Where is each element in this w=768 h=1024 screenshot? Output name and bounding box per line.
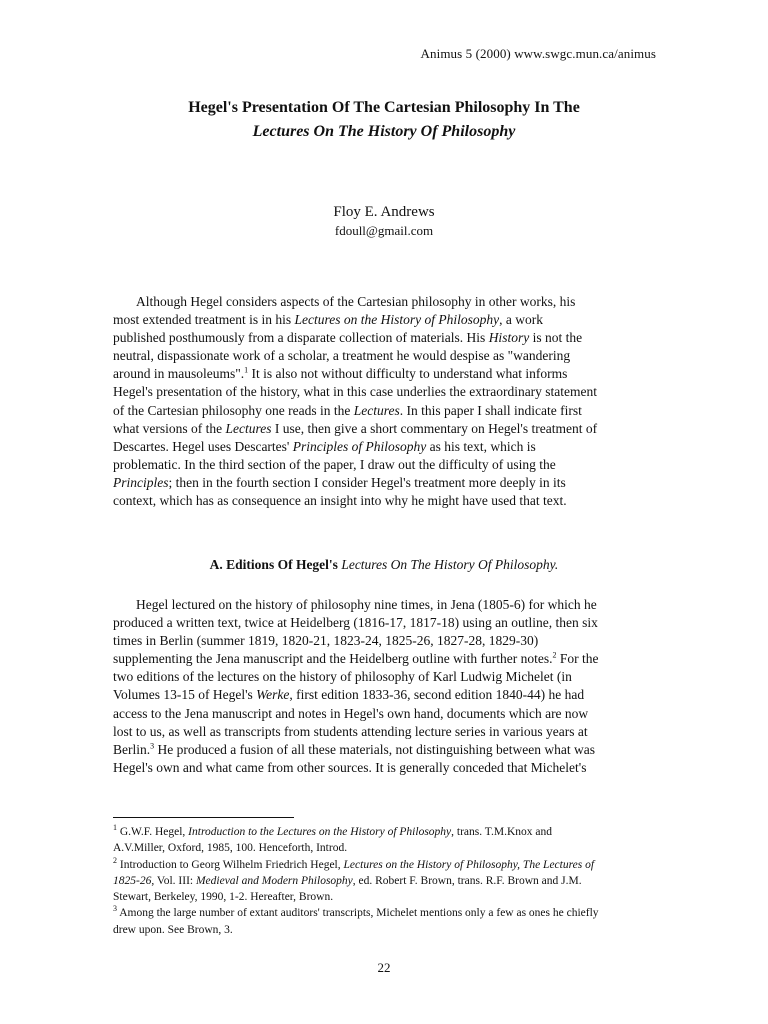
text-run: as his text, which is [426, 438, 536, 454]
section-a-paragraph [113, 596, 661, 777]
text-run: , Vol. III: [151, 874, 196, 887]
italic-text: Principles [113, 474, 169, 490]
footnote-marker: 1 [113, 823, 117, 833]
running-header: Animus 5 (2000) www.swgc.mun.ca/animus [420, 46, 656, 61]
footnote-line [113, 873, 661, 889]
title-line-1: Hegel's Presentation Of The Cartesian Philosophy In The [188, 99, 580, 116]
text-run: Among the large number of extant auditors' transcripts, Michelet mentions only a few as ones he chiefly [117, 907, 599, 920]
text-run: most extended treatment is in his [113, 312, 295, 328]
text-run: Berlin. [113, 741, 151, 757]
italic-text: Medieval and Modern Philosophy [195, 874, 353, 887]
footnote-2 [113, 857, 661, 906]
footnote-1 [113, 824, 661, 857]
footnote-marker: 2 [113, 855, 117, 865]
text-line [113, 632, 661, 650]
text-run: . In this paper I shall indicate first [399, 402, 582, 418]
italic-text: Lectures on the History of Philosophy [294, 312, 500, 328]
text-run: problematic. In the third section of the paper, I draw out the difficulty of using the [113, 456, 556, 472]
text-run: ; then in the fourth section I consider Hegel's treatment more deeply in its [168, 474, 566, 490]
footnote-line [113, 857, 661, 873]
footnote-marker: 3 [113, 904, 117, 914]
text-line [113, 668, 661, 686]
page-number: 22 [377, 960, 391, 975]
text-run: is not the [529, 330, 583, 346]
text-run: Descartes. Hegel uses Descartes' [113, 438, 293, 454]
text-line [113, 293, 661, 311]
text-line [113, 492, 661, 510]
text-run: I use, then give a short commentary on Hegel's treatment of [271, 420, 598, 436]
italic-text: Werke [256, 687, 290, 703]
intro-paragraph [113, 293, 661, 510]
text-line [113, 686, 661, 704]
author-name: Floy E. Andrews [333, 204, 435, 220]
text-run: drew upon. See Brown, 3. [113, 923, 233, 936]
text-run: , trans. T.M.Knox and [451, 826, 552, 838]
italic-text: Lectures on the History of Philosophy, The Lectures of [343, 858, 595, 871]
text-line [113, 420, 661, 438]
text-run: published posthumously from a disparate collection of materials. His [113, 330, 489, 346]
italic-text: Introduction to the Lectures on the History of Philosophy [188, 826, 452, 838]
text-run: Although Hegel considers aspects of the Cartesian philosophy in other works, his [136, 294, 576, 309]
text-run: , ed. Robert F. Brown, trans. R.F. Brown and J.M. [352, 874, 582, 887]
footnote-3 [113, 905, 661, 938]
text-run: , first edition 1833-36, second edition 1840-44) he had [289, 687, 585, 703]
section-heading-bold: A. Editions Of Hegel's [209, 557, 338, 572]
text-run: Hegel lectured on the history of philosophy nine times, in Jena (1805-6) for which he [136, 597, 597, 612]
text-line [113, 311, 661, 329]
text-run: neutral, dispassionate work of a scholar, a treatment he would despise as "wandering [113, 348, 571, 364]
footnote-marker: 3 [150, 741, 155, 751]
text-run: A.V.Miller, Oxford, 1985, 100. Henceforth, Introd. [113, 842, 348, 855]
text-line [113, 383, 661, 401]
text-line [113, 365, 661, 383]
text-run: access to the Jena manuscript and notes in Hegel's own hand, documents which are now [113, 705, 589, 721]
text-line [113, 596, 661, 614]
italic-text: Principles of Philosophy [292, 438, 427, 454]
text-run: lost to us, as well as transcripts from students attending lecture series in various years at [113, 723, 588, 739]
footnotes [113, 824, 661, 938]
text-run: Hegel's own and what came from other sources. It is generally conceded that Michelet's [113, 759, 587, 775]
text-run: two editions of the lectures on the history of philosophy of Karl Ludwig Michelet (in [113, 669, 572, 685]
text-run: produced a written text, twice at Heidelberg (1816-17, 1817-18) using an outline, then six [113, 615, 598, 631]
footnote-line [113, 905, 661, 921]
footnote-line [113, 922, 661, 938]
text-line [113, 741, 661, 759]
italic-text: Lectures [353, 402, 400, 418]
text-run: around in mausoleums". [113, 366, 245, 382]
footnote-separator [113, 817, 294, 818]
text-line [113, 705, 661, 723]
text-line [113, 347, 661, 365]
author-email: fdoull@gmail.com [334, 223, 434, 238]
footnote-marker: 1 [244, 365, 249, 375]
text-line [113, 474, 661, 492]
text-run: Stewart, Berkeley, 1990, 1-2. Hereafter, Brown. [113, 891, 334, 904]
text-run: , a work [499, 312, 543, 328]
italic-text: History [488, 330, 530, 346]
text-run: It is also not without difficulty to understand what informs [248, 366, 568, 382]
text-run: of the Cartesian philosophy one reads in the [113, 402, 354, 418]
footnote-line [113, 889, 661, 905]
text-run: times in Berlin (summer 1819, 1820-21, 1823-24, 1825-26, 1827-28, 1829-30) [113, 633, 539, 649]
text-line [113, 759, 661, 777]
author-block [100, 202, 668, 240]
text-line [113, 402, 661, 420]
text-run: what versions of the [113, 420, 226, 436]
text-run: supplementing the Jena manuscript and the Heidelberg outline with further notes. [113, 651, 553, 667]
italic-text: Lectures [225, 420, 272, 436]
text-run: He produced a fusion of all these materials, not distinguishing between what was [154, 741, 596, 757]
text-run: G.W.F. Hegel, [117, 826, 189, 838]
footnote-line [113, 840, 661, 856]
text-line [113, 723, 661, 741]
section-heading-a [100, 557, 668, 573]
text-line [113, 650, 661, 668]
text-run: Introduction to Georg Wilhelm Friedrich Hegel, [117, 858, 344, 871]
text-run: For the [556, 651, 599, 667]
text-line [113, 456, 661, 474]
title-line-2: Lectures On The History Of Philosophy [252, 123, 516, 140]
text-run: context, which has as consequence an insight into why he might have used that text. [113, 493, 567, 509]
text-line [113, 614, 661, 632]
text-line [113, 329, 661, 347]
text-line [113, 438, 661, 456]
text-run: Volumes 13-15 of Hegel's [113, 687, 257, 703]
text-run: Hegel's presentation of the history, what in this case underlies the extraordinary statement [113, 384, 598, 400]
section-heading-italic: Lectures On The History Of Philosophy. [341, 557, 559, 572]
italic-text: 1825-26 [113, 874, 152, 887]
paper-title [100, 96, 668, 144]
footnote-line [113, 824, 661, 840]
footnote-marker: 2 [552, 650, 557, 660]
